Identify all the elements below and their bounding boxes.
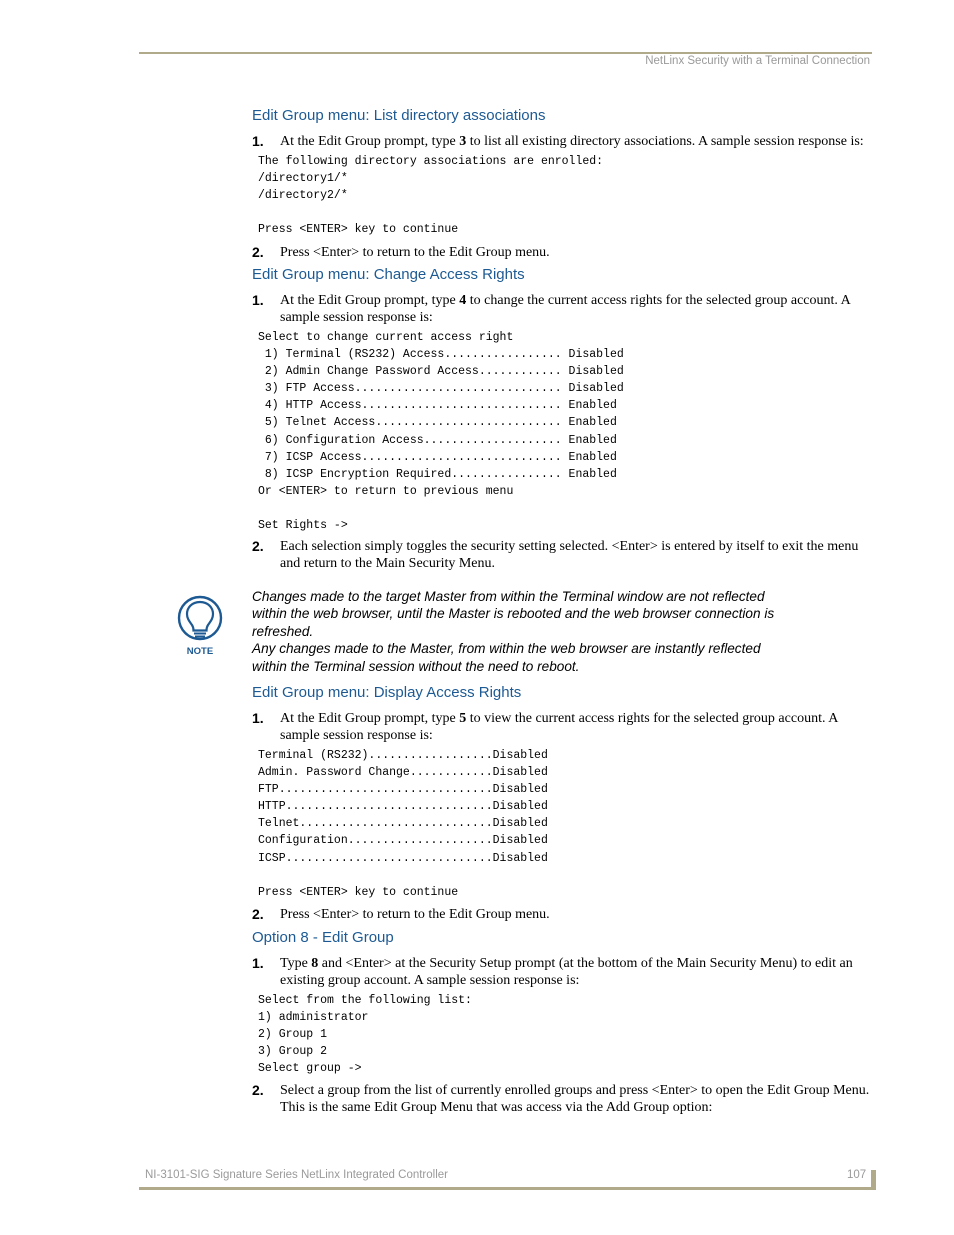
step-item (252, 244, 872, 261)
step-item (252, 710, 872, 744)
section-heading-display-access-rights: Edit Group menu: Display Access Rights (252, 684, 522, 701)
step-text-part: At the Edit Group prompt, type (280, 134, 460, 149)
step-text: Each selection simply toggles the security setting selected. <Enter> is entered by itself to exit the menu and return to the Main Security Menu. (280, 539, 859, 571)
step-item (252, 292, 872, 326)
step-item (252, 133, 872, 150)
step-text (280, 133, 872, 150)
step-item (252, 906, 872, 923)
step-number: 1. (252, 955, 264, 971)
step-item (252, 538, 872, 572)
footer-rule (139, 1187, 876, 1190)
step-number: 1. (252, 292, 264, 308)
code-sample: The following directory associations are enrolled: /directory1/* /directory2/* Press <ENTER> key to continue (258, 155, 604, 237)
note-paragraph: Any changes made to the Master, from within the web browser are instantly reflected within the Terminal session without the need to reboot. (252, 641, 761, 674)
step-text: Press <Enter> to return to the Edit Group menu. (280, 907, 550, 922)
note-label: NOTE (186, 646, 214, 657)
code-sample: Terminal (RS232)..................Disabled Admin. Password Change............Disabled FTP...............................Disabled HTTP..............................Disabled Telnet............................Disabled Configuration.....................Disabled ICSP..............................Disabled Press <ENTER> key to continue (258, 749, 548, 899)
section-heading-change-access-rights: Edit Group menu: Change Access Rights (252, 266, 525, 283)
step-item (252, 1082, 872, 1116)
note-paragraph: Changes made to the target Master from within the Terminal window are not reflected within the web browser, until the Master is rebooted and the web browser connection is refreshed. (252, 589, 775, 639)
step-text-part: to change the current access rights for the selected group account. A sample session response is: (280, 293, 850, 325)
step-key: 8 (311, 956, 319, 971)
step-key: 3 (459, 134, 467, 149)
step-text-part: At the Edit Group prompt, type (280, 293, 460, 308)
header-rule (139, 52, 872, 54)
code-sample: Select to change current access right 1) Terminal (RS232) Access................. Disabled 2) Admin Change Password Access............ Disabled 3) FTP Access.............................. Disabled 4) HTTP Access............................. Enabled 5) Telnet Access........................... Enabled 6) Configuration Access.................... Enabled 7) ICSP Access............................. Enabled 8) ICSP Encryption Required................ Enabled Or <ENTER> to return to previous menu Set Rights -> (258, 331, 624, 533)
page-number: 107 (847, 1169, 867, 1181)
running-head: NetLinx Security with a Terminal Connection (645, 55, 870, 67)
step-text: Select a group from the list of currently enrolled groups and press <Enter> to open the Edit Group Menu. This is the same Edit Group Menu that was access via the Add Group option: (280, 1083, 870, 1115)
step-text-part: to view the current access rights for the selected group account. A sample session response is: (280, 711, 838, 743)
section-heading-list-directory: Edit Group menu: List directory associations (252, 107, 546, 124)
step-key: 5 (459, 711, 467, 726)
step-text-part: and <Enter> at the Security Setup prompt (at the bottom of the Main Security Menu) to edit an existing group account. A sample session response is: (280, 956, 853, 988)
footer-title: NI-3101-SIG Signature Series NetLinx Integrated Controller (145, 1169, 448, 1181)
step-text: Press <Enter> to return to the Edit Group menu. (280, 245, 550, 260)
step-text-part: to list all existing directory associations. A sample session response is: (466, 134, 864, 149)
note-text (252, 588, 792, 675)
lightbulb-note-icon (176, 595, 224, 657)
step-number: 2. (252, 244, 264, 260)
step-text-part: At the Edit Group prompt, type (280, 711, 460, 726)
step-number: 1. (252, 710, 264, 726)
step-number: 2. (252, 538, 264, 554)
step-text-part: Type (280, 956, 312, 971)
step-number: 2. (252, 1082, 264, 1098)
step-number: 1. (252, 133, 264, 149)
step-key: 4 (459, 293, 467, 308)
section-heading-option-8: Option 8 - Edit Group (252, 929, 394, 946)
step-text (280, 292, 872, 326)
step-number: 2. (252, 906, 264, 922)
step-text (280, 710, 872, 744)
code-sample: Select from the following list: 1) administrator 2) Group 1 3) Group 2 Select group -> (258, 994, 472, 1076)
step-item (252, 955, 872, 989)
step-text (280, 955, 872, 989)
